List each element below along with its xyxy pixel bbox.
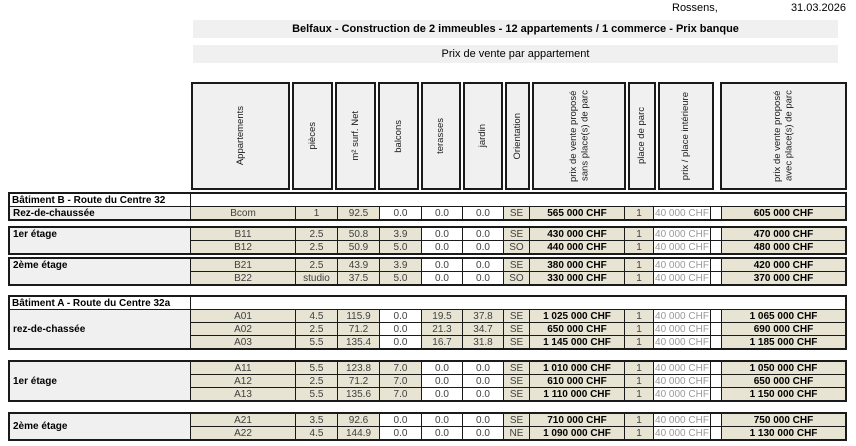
table-cell: 1 090 000 CHF — [530, 427, 624, 439]
table-cell: 1 110 000 CHF — [530, 388, 624, 400]
floor-label: 1er étage — [10, 228, 190, 253]
table-cell: 40 000 CHF — [655, 414, 709, 426]
table-cell: SE — [504, 388, 529, 400]
table-cell: 420 000 CHF — [722, 259, 845, 271]
apartment-cell: B21 — [191, 259, 295, 271]
table-cell: 1 — [296, 207, 337, 219]
spacer-cell — [711, 336, 721, 348]
table-cell: 610 000 CHF — [530, 375, 624, 387]
table-cell: 0.0 — [380, 207, 421, 219]
table-cell: 480 000 CHF — [722, 241, 845, 253]
table-cell: 0.0 — [380, 427, 421, 439]
column-header-appartements — [191, 82, 290, 190]
subtitle-bar — [193, 45, 838, 63]
table-block — [8, 226, 847, 255]
floor-label: Rez-de-chaussée — [10, 207, 190, 219]
subtitle: Prix de vente par appartement — [441, 48, 590, 60]
table-cell: 71.2 — [338, 323, 379, 335]
spacer-cell — [711, 207, 721, 219]
apartment-cell: A22 — [191, 427, 295, 439]
table-cell: 0.0 — [422, 228, 462, 240]
table-cell: SE — [504, 336, 529, 348]
table-cell: 0.0 — [463, 207, 503, 219]
apartment-cell: A12 — [191, 375, 295, 387]
table-cell: SE — [504, 323, 529, 335]
table-cell: 1 — [625, 272, 653, 284]
table-cell: 5.5 — [296, 336, 337, 348]
table-cell: 50.9 — [338, 241, 379, 253]
spacer-cell — [711, 388, 721, 400]
column-header-label: pièces — [306, 122, 318, 150]
spacer-cell — [711, 362, 721, 374]
column-header-balcons — [378, 82, 419, 190]
table-cell: 43.9 — [338, 259, 379, 271]
table-cell: 0.0 — [422, 427, 462, 439]
table-cell: 34.7 — [463, 323, 503, 335]
table-cell: 0.0 — [380, 414, 421, 426]
table-cell: 0.0 — [463, 388, 503, 400]
column-header-prix-sans-parc — [532, 82, 626, 190]
apartment-cell: B11 — [191, 228, 295, 240]
table-cell: 5.5 — [296, 362, 337, 374]
table-cell: 0.0 — [380, 323, 421, 335]
column-header-label: prix de vente proposé avec place(s) de parc — [772, 90, 795, 182]
table-cell: 37.8 — [463, 310, 503, 322]
table-cell: 3.5 — [296, 414, 337, 426]
spacer-cell — [711, 375, 721, 387]
table-cell: 92.5 — [338, 207, 379, 219]
spacer-cell — [711, 228, 721, 240]
floor-label: rez-de-chassée — [10, 310, 190, 348]
document-place: Rossens, — [672, 2, 718, 14]
table-cell: 1 185 000 CHF — [722, 336, 845, 348]
table-cell: 40 000 CHF — [655, 362, 709, 374]
column-header-terasses — [421, 82, 461, 190]
table-cell: 565 000 CHF — [530, 207, 624, 219]
main-title-bar — [193, 20, 838, 38]
apartment-cell: B22 — [191, 272, 295, 284]
table-cell: 1 150 000 CHF — [722, 388, 845, 400]
table-cell: 0.0 — [422, 241, 462, 253]
table-cell: 2.5 — [296, 241, 337, 253]
table-cell: 31.8 — [463, 336, 503, 348]
column-header-row — [191, 82, 847, 190]
table-cell: SO — [504, 241, 529, 253]
table-cell: 40 000 CHF — [655, 310, 709, 322]
table-cell: 0.0 — [422, 414, 462, 426]
spacer-cell — [711, 272, 721, 284]
spacer-cell — [711, 323, 721, 335]
table-cell: 2.5 — [296, 375, 337, 387]
apartment-cell: A11 — [191, 362, 295, 374]
table-cell: 1 — [625, 362, 653, 374]
table-cell: 19.5 — [422, 310, 462, 322]
table-cell: 0.0 — [422, 388, 462, 400]
table-cell: 1 065 000 CHF — [722, 310, 845, 322]
table-cell: 0.0 — [463, 228, 503, 240]
apartment-cell: A13 — [191, 388, 295, 400]
table-cell: 0.0 — [422, 259, 462, 271]
table-cell: 3.9 — [380, 259, 421, 271]
table-cell: 40 000 CHF — [655, 272, 709, 284]
table-cell: 7.0 — [380, 388, 421, 400]
column-header-label: jardin — [477, 124, 489, 148]
table-cell: 40 000 CHF — [655, 388, 709, 400]
table-cell: 1 025 000 CHF — [530, 310, 624, 322]
table-cell: 650 000 CHF — [722, 375, 845, 387]
table-cell: 1 130 000 CHF — [722, 427, 845, 439]
spacer-cell — [711, 241, 721, 253]
table-cell: 1 145 000 CHF — [530, 336, 624, 348]
table-cell: 0.0 — [463, 375, 503, 387]
table-cell: NE — [504, 427, 529, 439]
table-cell: 5.0 — [380, 241, 421, 253]
table-cell: 5.0 — [380, 272, 421, 284]
table-cell: SE — [504, 414, 529, 426]
table-block — [8, 360, 847, 402]
table-cell: 37.5 — [338, 272, 379, 284]
table-cell: 470 000 CHF — [722, 228, 845, 240]
table-cell: 710 000 CHF — [530, 414, 624, 426]
table-cell: 0.0 — [463, 241, 503, 253]
apartment-cell: A21 — [191, 414, 295, 426]
table-cell: 7.0 — [380, 362, 421, 374]
table-cell: SE — [504, 228, 529, 240]
table-cell: 2.5 — [296, 323, 337, 335]
table-cell: 0.0 — [422, 207, 462, 219]
table-cell: 750 000 CHF — [722, 414, 845, 426]
table-cell: 330 000 CHF — [530, 272, 624, 284]
table-cell: 1 050 000 CHF — [722, 362, 845, 374]
table-cell: 1 — [625, 241, 653, 253]
table-cell: 40 000 CHF — [655, 259, 709, 271]
table-cell: 690 000 CHF — [722, 323, 845, 335]
column-header-place-de-parc — [628, 82, 656, 190]
table-cell: 144.9 — [338, 427, 379, 439]
table-cell: 1 — [625, 310, 653, 322]
table-cell: 40 000 CHF — [655, 228, 709, 240]
table-cell: 650 000 CHF — [530, 323, 624, 335]
table-cell: 0.0 — [463, 427, 503, 439]
table-block — [8, 192, 847, 221]
apartment-cell: B12 — [191, 241, 295, 253]
table-cell: 0.0 — [422, 375, 462, 387]
table-cell: 440 000 CHF — [530, 241, 624, 253]
table-cell: 1 — [625, 414, 653, 426]
table-cell: 0.0 — [463, 362, 503, 374]
table-cell: 0.0 — [380, 336, 421, 348]
table-cell: 4.5 — [296, 310, 337, 322]
table-cell: 135.6 — [338, 388, 379, 400]
table-cell: SE — [504, 375, 529, 387]
column-header-pieces — [292, 82, 333, 190]
table-cell: 1 — [625, 207, 653, 219]
table-cell: 92.6 — [338, 414, 379, 426]
table-cell: 71.2 — [338, 375, 379, 387]
table-cell: 135.4 — [338, 336, 379, 348]
table-cell: 0.0 — [422, 362, 462, 374]
table-cell: 7.0 — [380, 375, 421, 387]
table-cell: 40 000 CHF — [655, 375, 709, 387]
table-cell: 0.0 — [380, 310, 421, 322]
table-cell: 1 — [625, 427, 653, 439]
table-cell: 40 000 CHF — [655, 241, 709, 253]
table-cell: 605 000 CHF — [722, 207, 845, 219]
table-cell: 430 000 CHF — [530, 228, 624, 240]
document-date: 31.03.2026 — [790, 2, 846, 14]
table-cell: 16.7 — [422, 336, 462, 348]
column-header-label: prix / place intérieure — [680, 91, 692, 181]
column-header-label: m² surf. Net — [349, 111, 361, 161]
table-cell: 2.5 — [296, 259, 337, 271]
table-cell: SE — [504, 259, 529, 271]
table-cell: 4.5 — [296, 427, 337, 439]
floor-label: 2ème étage — [10, 414, 190, 439]
table-cell: 2.5 — [296, 228, 337, 240]
table-cell: 0.0 — [463, 272, 503, 284]
table-cell: 115.9 — [338, 310, 379, 322]
building-row-filler — [191, 297, 845, 309]
column-header-prix-place-interieure — [658, 82, 714, 190]
table-cell: 1 — [625, 259, 653, 271]
table-cell: 0.0 — [463, 414, 503, 426]
table-cell: 1 — [625, 336, 653, 348]
table-cell: 40 000 CHF — [655, 323, 709, 335]
building-label: Bâtiment B - Route du Centre 32 — [10, 194, 190, 206]
table-cell: 3.9 — [380, 228, 421, 240]
apartment-cell: A01 — [191, 310, 295, 322]
table-cell: 0.0 — [422, 272, 462, 284]
column-header-prix-avec-parc — [720, 82, 847, 190]
table-cell: SE — [504, 207, 529, 219]
table-cell: 1 — [625, 323, 653, 335]
table-block — [8, 257, 847, 286]
table-cell: studio — [296, 272, 337, 284]
column-header-label: terasses — [435, 118, 447, 154]
table-cell: 1 — [625, 388, 653, 400]
column-header-orientation — [505, 82, 530, 190]
apartment-cell: A03 — [191, 336, 295, 348]
table-cell: 1 — [625, 375, 653, 387]
column-header-label: Appartements — [234, 106, 246, 166]
column-header-label: Orientation — [511, 112, 523, 160]
table-cell: 380 000 CHF — [530, 259, 624, 271]
table-cell: 50.8 — [338, 228, 379, 240]
table-cell: SE — [504, 362, 529, 374]
column-header-label: prix de vente proposé sans place(s) de parc — [567, 90, 590, 182]
floor-label: 2ème étage — [10, 259, 190, 284]
column-header-label: place de parc — [636, 107, 648, 165]
building-label: Bâtiment A - Route du Centre 32a — [10, 297, 190, 309]
column-header-label: balcons — [392, 119, 404, 153]
table-block — [8, 412, 847, 441]
table-cell: 40 000 CHF — [655, 427, 709, 439]
table-cell: 5.5 — [296, 388, 337, 400]
table-cell: 1 010 000 CHF — [530, 362, 624, 374]
spacer-cell — [711, 427, 721, 439]
column-header-jardin — [463, 82, 503, 190]
table-cell: 1 — [625, 228, 653, 240]
spacer-cell — [711, 414, 721, 426]
table-cell: 0.0 — [463, 259, 503, 271]
table-cell: 123.8 — [338, 362, 379, 374]
apartment-cell: Bcom — [191, 207, 295, 219]
apartment-cell: A02 — [191, 323, 295, 335]
floor-label: 1er étage — [10, 362, 190, 400]
building-row-filler — [191, 194, 845, 206]
spacer-cell — [711, 259, 721, 271]
table-cell: 40 000 CHF — [655, 336, 709, 348]
column-header-m2-surf-net — [335, 82, 376, 190]
table-cell: SO — [504, 272, 529, 284]
table-cell: 21.3 — [422, 323, 462, 335]
table-cell: 40 000 CHF — [655, 207, 709, 219]
spacer-cell — [711, 310, 721, 322]
table-block — [8, 295, 847, 350]
main-title: Belfaux - Construction de 2 immeubles - 12 appartements / 1 commerce - Prix banque — [292, 23, 739, 35]
table-cell: 370 000 CHF — [722, 272, 845, 284]
table-cell: SE — [504, 310, 529, 322]
